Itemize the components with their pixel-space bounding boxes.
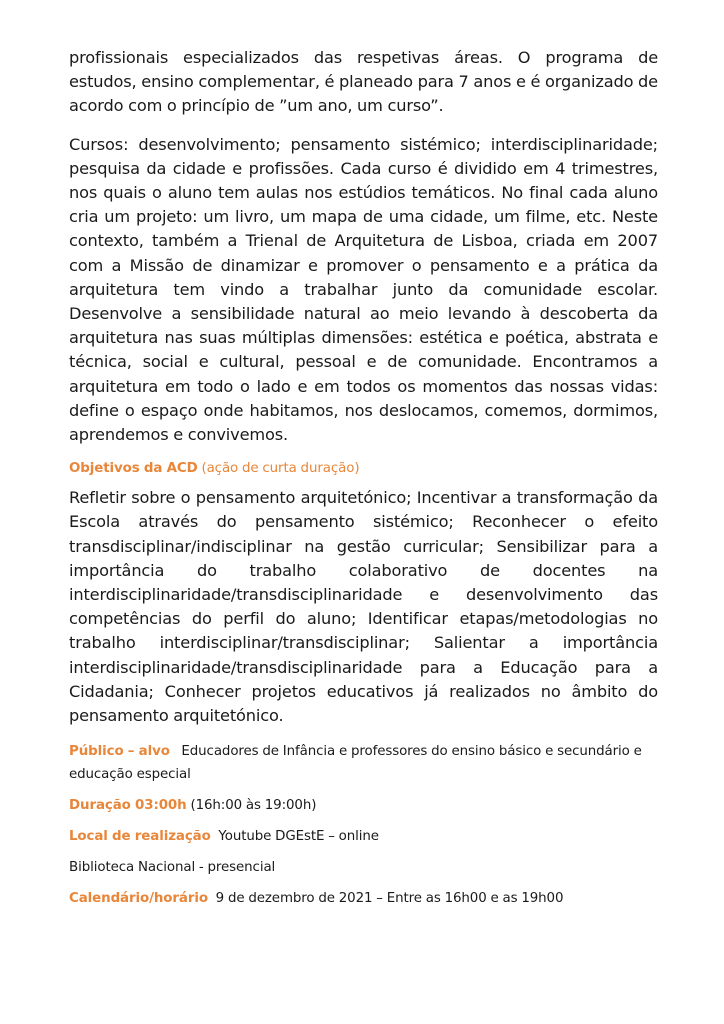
publico-line xyxy=(69,740,658,786)
duracao-label: Duração 03:00h xyxy=(69,798,187,814)
cursos-paragraph: Cursos: desenvolvimento; pensamento sistémico; interdisciplinaridade; pesquisa da cidade e profissões. Cada curso é dividido em 4 trimestres, nos quais o aluno tem aulas nos estúdios temáticos. No final cada aluno cria um projeto: um livro, um mapa de uma cidade, um filme, etc. Neste contexto, também a Trienal de Arquitetura de Lisboa, criada em 2007 com a Missão de dinamizar e promover o pensamento e a prática da arquitetura tem vindo a trabalhar junto da comunidade escolar. Desenvolve a sensibilidade natural ao meio levando à descoberta da arquitetura nas suas múltiplas dimensões: estética e poética, abstrata e técnica, social e cultural, pessoal e de comunidade. Encontramos a arquitetura em todo o lado e em todos os momentos das nossas vidas: define o espaço onde habitamos, nos deslocamos, comemos, dormimos, aprendemos e convivemos. xyxy=(69,134,658,445)
objetivos-paragraph: Refletir sobre o pensamento arquitetónico; Incentivar a transformação da Escola através do pensamento sistémico; Reconhecer o efeito transdisciplinar/indisciplinar na gestão curricular; Sensibilizar para a importância do trabalho colaborativo de docentes na interdisciplinaridade/transdisciplinaridade e desenvolvimento das competências do perfil do aluno; Identificar etapas/metodologias no trabalho interdisciplinar/transdisciplinar; Salientar a importância interdisciplinaridade/transdisciplinaridade para a Educação para a Cidadania; Conhecer projetos educativos já realizados no âmbito do pensamento arquitetónico. xyxy=(69,488,658,726)
objetivos-heading xyxy=(69,457,658,480)
publico-value: Educadores de Infância e professores do ensino básico e secundário e educação especial xyxy=(69,744,642,783)
objetivos-heading-note: (ação de curta duração) xyxy=(201,461,360,477)
intro-paragraph: profissionais especializados das respetivas áreas. O programa de estudos, ensino complementar, é planeado para 7 anos e é organizado de acordo com o princípio de ”um ano, um curso”. xyxy=(69,48,658,116)
local-value: Youtube DGEstE – online xyxy=(218,829,379,845)
publico-label: Público – alvo xyxy=(69,744,170,760)
calendario-label: Calendário/horário xyxy=(69,891,208,907)
objetivos-heading-label: Objetivos da ACD xyxy=(69,461,198,477)
local-label: Local de realização xyxy=(69,829,211,845)
local-extra-line: Biblioteca Nacional - presencial xyxy=(69,860,276,876)
duracao-value: (16h:00 às 19:00h) xyxy=(190,798,317,814)
calendario-line xyxy=(69,887,658,910)
local-line xyxy=(69,825,658,848)
calendario-value: 9 de dezembro de 2021 – Entre as 16h00 e as 19h00 xyxy=(215,891,564,907)
duracao-line xyxy=(69,794,658,817)
